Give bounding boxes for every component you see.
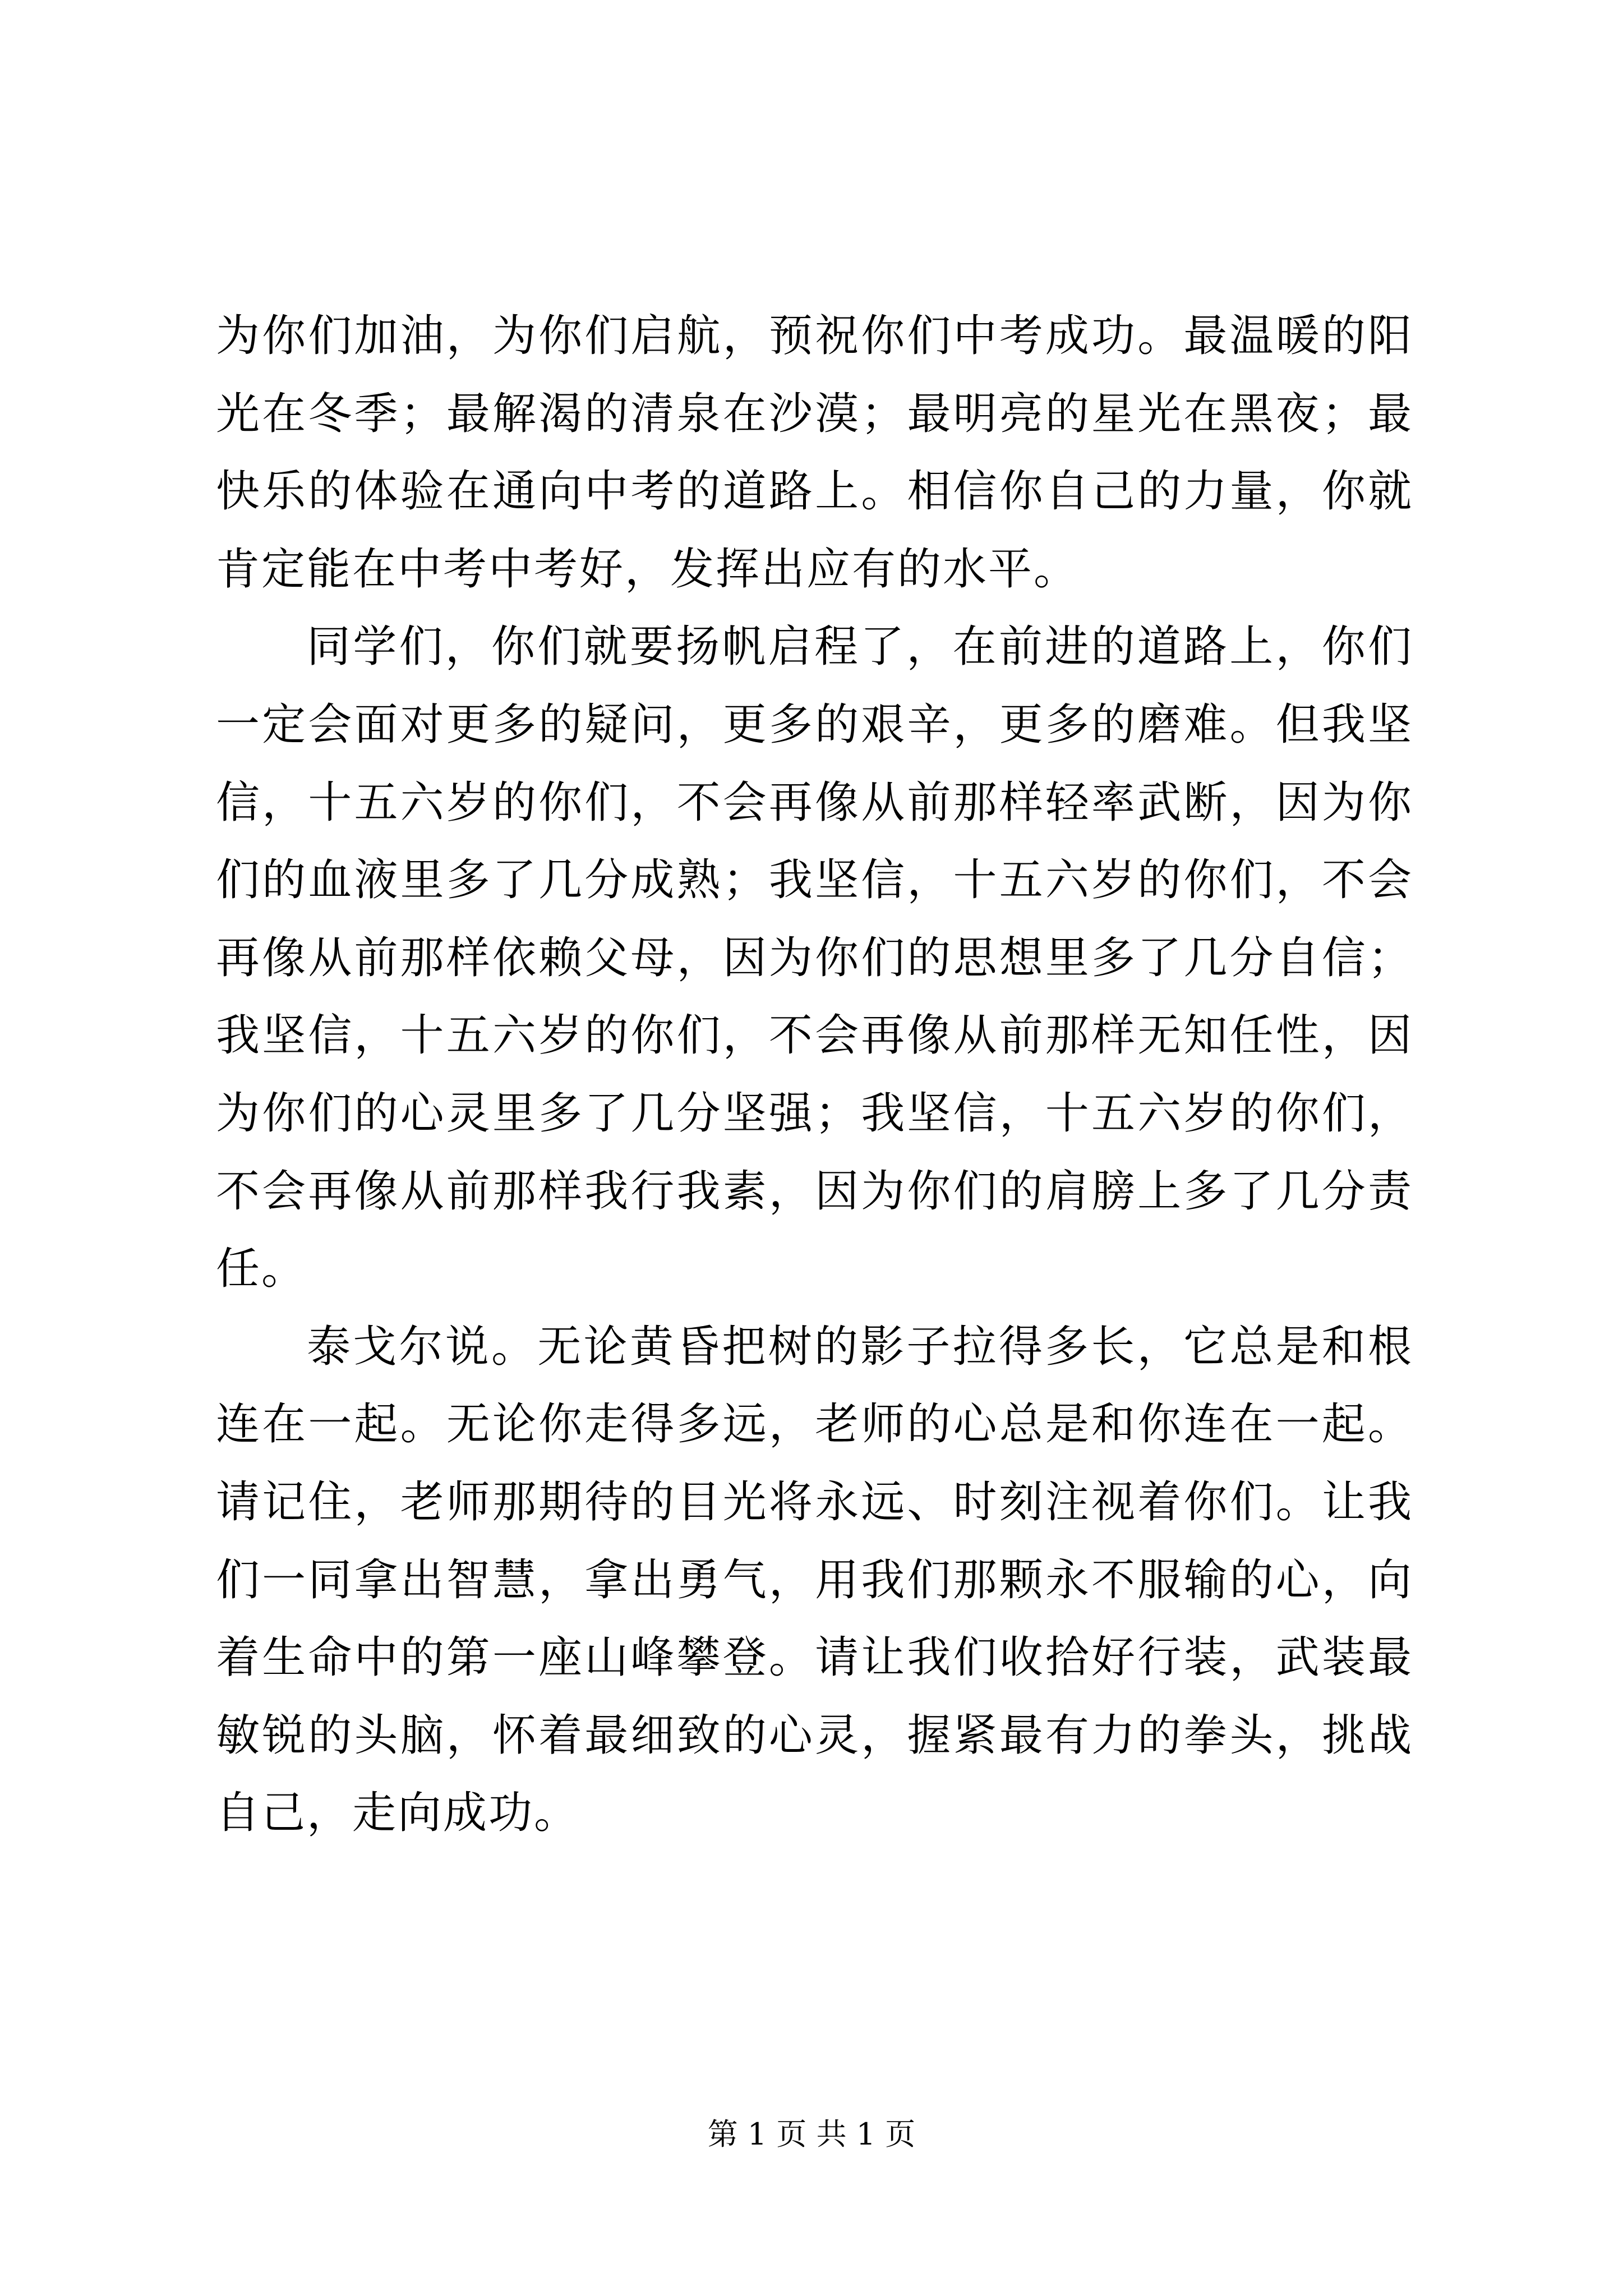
paragraph-1: 为你们加油，为你们启航，预祝你们中考成功。最温暖的阳光在冬季；最解渴的清泉在沙漠；最明亮的星光在黑夜；最快乐的体验在通向中考的道路上。相信你自己的力量，你就肯定能在中考中考好，发挥出应有的水平。	[216, 311, 1413, 595]
paragraph-3: 泰戈尔说。无论黄昏把树的影子拉得多长，它总是和根连在一起。无论你走得多远，老师的心总是和你连在一起。请记住，老师那期待的目光将永远、时刻注视着你们。让我们一同拿出智慧，拿出勇气，用我们那颗永不服输的心，向着生命中的第一座山峰攀登。请让我们收拾好行装，武装最敏锐的头脑，怀着最细致的心灵，握紧最有力的拳头，挑战自己，走向成功。	[216, 1321, 1413, 1839]
paragraph-2: 同学们，你们就要扬帆启程了，在前进的道路上，你们一定会面对更多的疑问，更多的艰辛，更多的磨难。但我坚信，十五六岁的你们，不会再像从前那样轻率武断，因为你们的血液里多了几分成熟；我坚信，十五六岁的你们，不会再像从前那样依赖父母，因为你们的思想里多了几分自信；我坚信，十五六岁的你们，不会再像从前那样无知任性，因为你们的心灵里多了几分坚强；我坚信，十五六岁的你们，不会再像从前那样我行我素，因为你们的肩膀上多了几分责任。	[216, 622, 1413, 1295]
page-footer: 第 1 页 共 1 页	[707, 2116, 916, 2152]
document-body	[216, 297, 1413, 1852]
